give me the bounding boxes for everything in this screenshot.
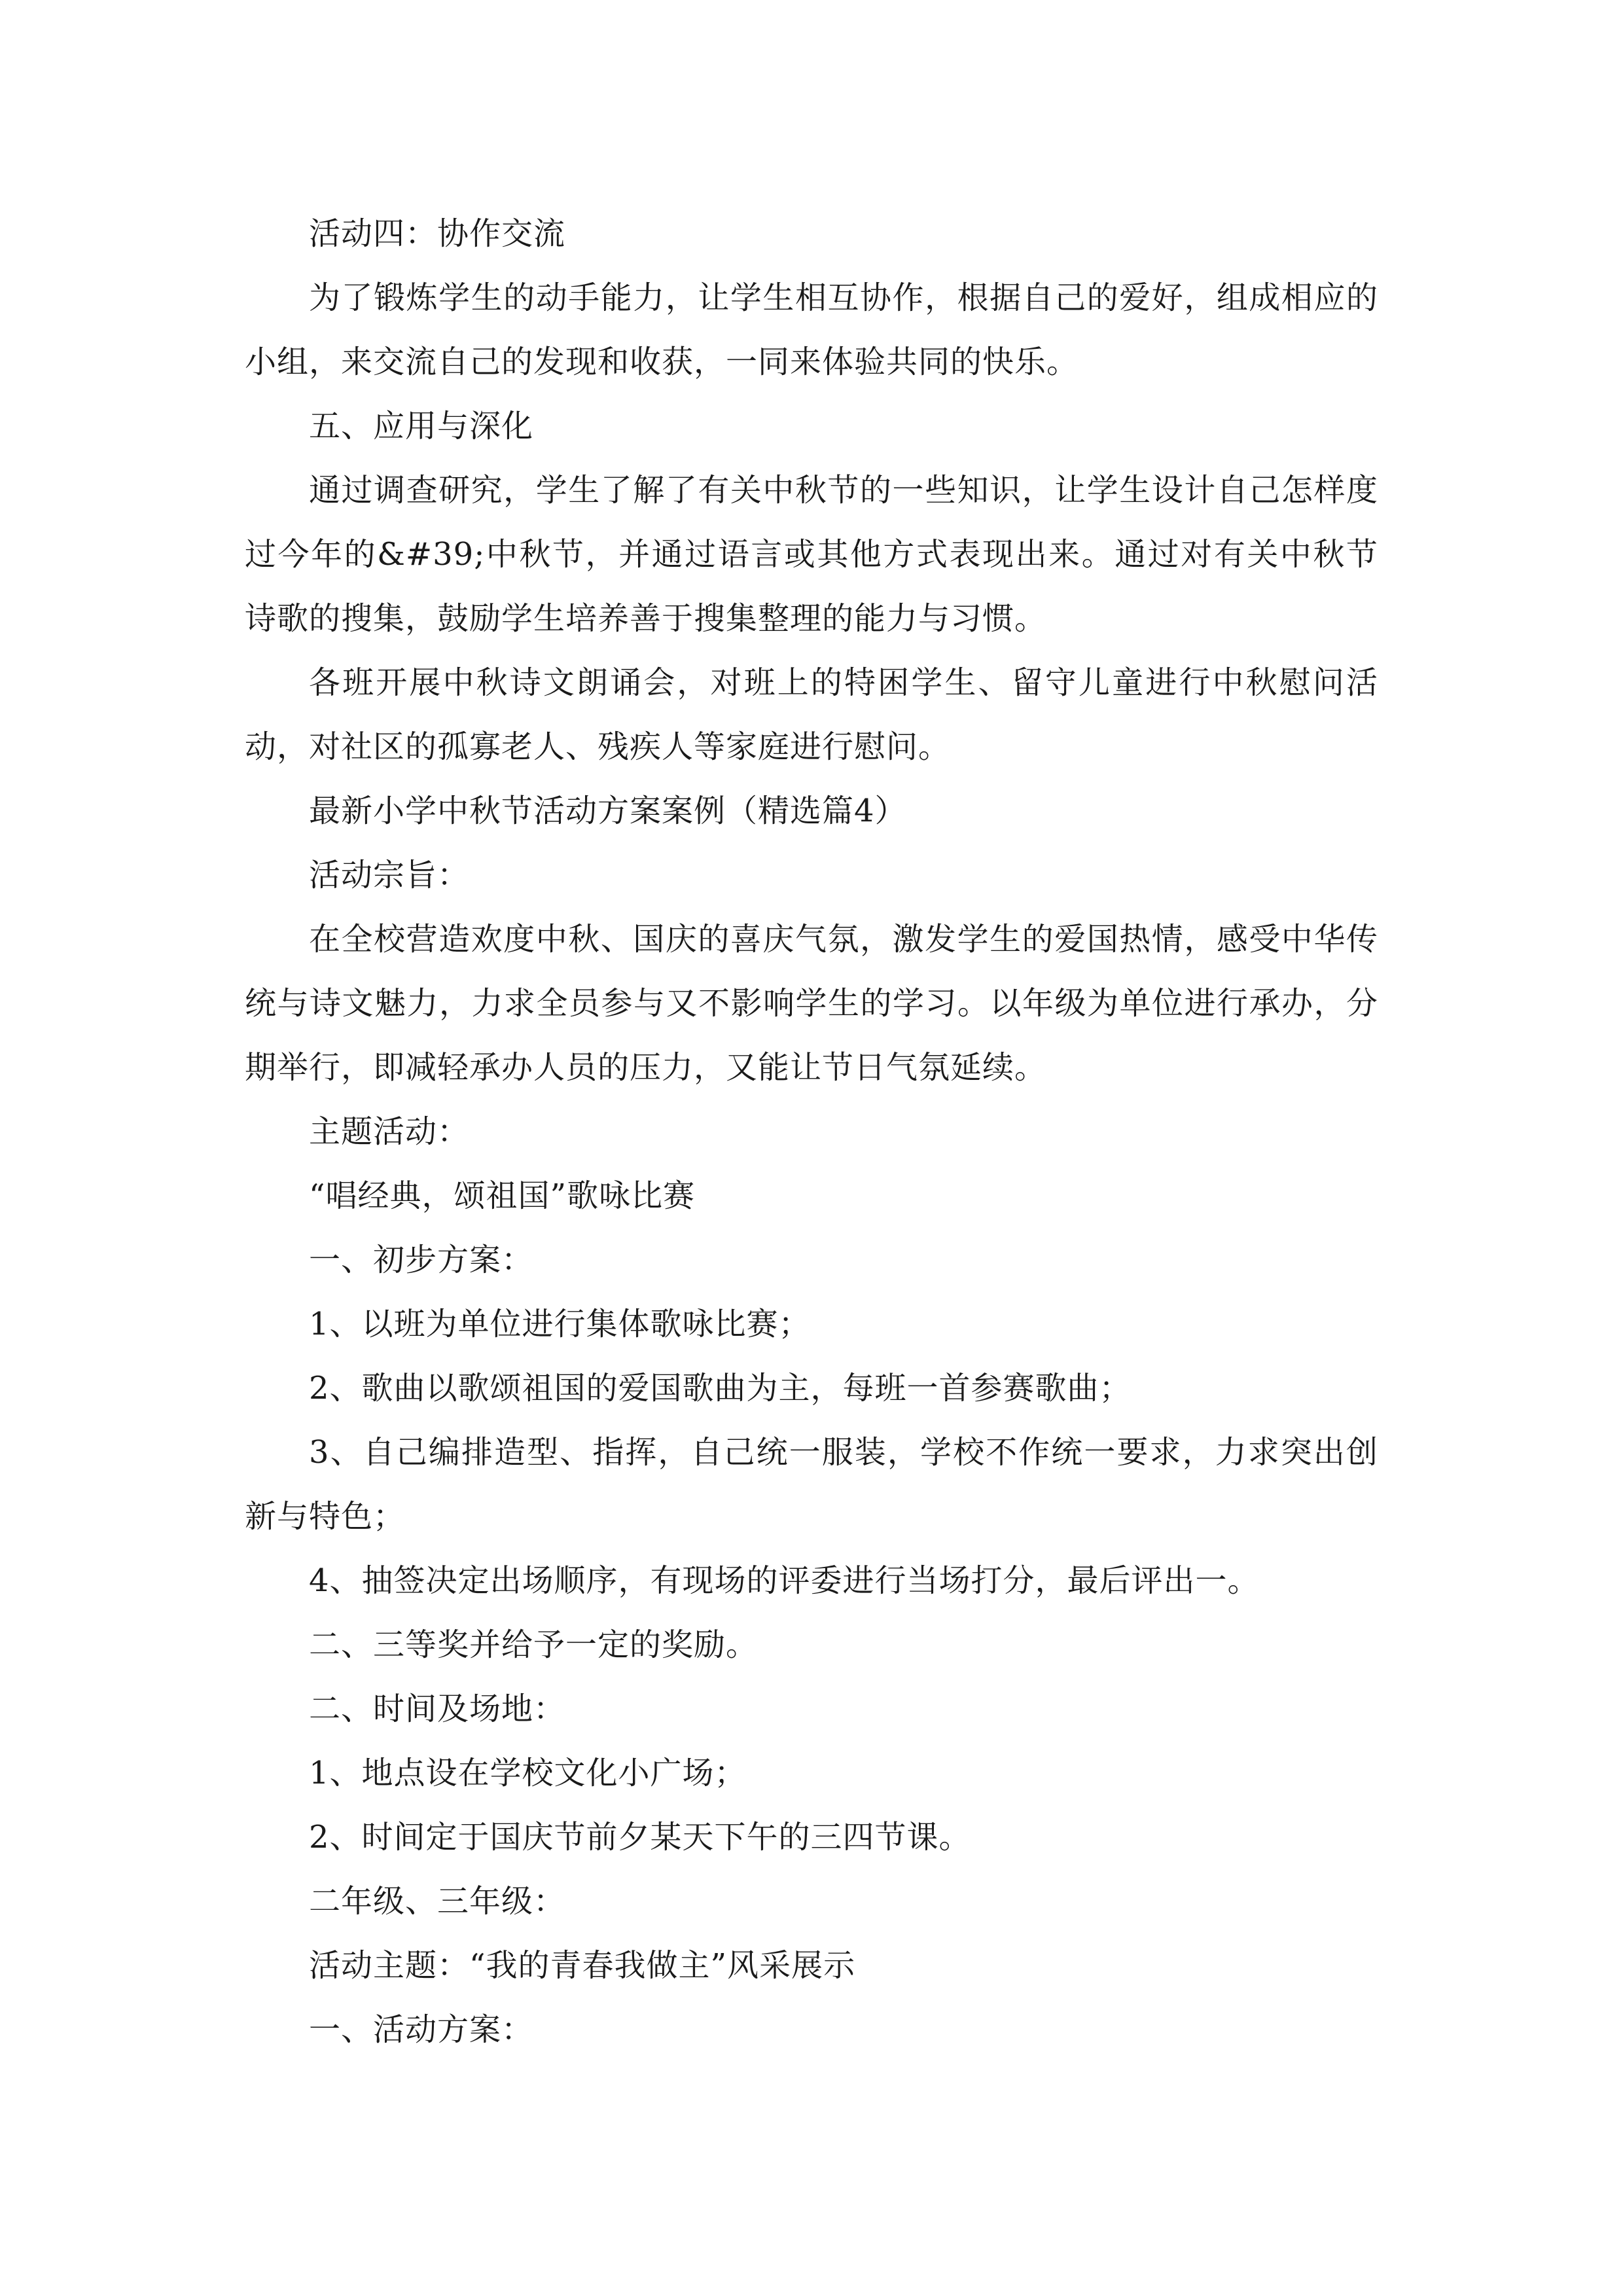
paragraph-section-five-heading: 五、应用与深化 <box>309 408 534 444</box>
paragraph-time-item: 2、时间定于国庆节前夕某天下午的三四节课。 <box>309 1819 971 1856</box>
paragraph-purpose-heading: 活动宗旨： <box>309 857 470 893</box>
paragraph-contest-title: “唱经典，颂祖国”歌咏比赛 <box>309 1177 696 1214</box>
paragraph-venue-item: 1、地点设在学校文化小广场； <box>309 1755 747 1791</box>
paragraph-time-venue-heading: 二、时间及场地： <box>309 1691 566 1727</box>
paragraph-article-title: 最新小学中秋节活动方案案例（精选篇4） <box>309 793 907 829</box>
paragraph-activity-plan-heading: 一、活动方案： <box>309 2011 534 2048</box>
paragraph-plan-heading: 一、初步方案： <box>309 1242 534 1278</box>
paragraph-class-activities: 各班开展中秋诗文朗诵会，对班上的特困学生、留守儿童进行中秋慰问活动，对社区的孤寡老人、残疾人等家庭进行慰问。 <box>245 664 1378 765</box>
paragraph-plan-item-2: 2、歌曲以歌颂祖国的爱国歌曲为主，每班一首参赛歌曲； <box>309 1370 1132 1407</box>
paragraph-awards: 二、三等奖并给予一定的奖励。 <box>309 1626 758 1663</box>
paragraph-activity-four-heading: 活动四：协作交流 <box>309 215 566 252</box>
paragraph-theme-heading: 主题活动： <box>309 1113 470 1150</box>
paragraph-purpose-text: 在全校营造欢度中秋、国庆的喜庆气氛，激发学生的爱国热情，感受中华传统与诗文魅力，力求全员参与又不影响学生的学习。以年级为单位进行承办，分期举行，即减轻承办人员的压力，又能让节日气氛延续。 <box>245 921 1378 1086</box>
paragraph-activity-theme: 活动主题：“我的青春我做主”风采展示 <box>309 1947 856 1984</box>
paragraph-plan-item-4: 4、抽签决定出场顺序，有现场的评委进行当场打分，最后评出一。 <box>309 1562 1260 1599</box>
paragraph-plan-item-1: 1、以班为单位进行集体歌咏比赛； <box>309 1306 811 1342</box>
paragraph-activity-four-text: 为了锻炼学生的动手能力，让学生相互协作，根据自己的爱好，组成相应的小组，来交流自己的发现和收获，一同来体验共同的快乐。 <box>245 279 1378 380</box>
paragraph-section-five-text: 通过调查研究，学生了解了有关中秋节的一些知识，让学生设计自己怎样度过今年的&#39;中秋节，并通过语言或其他方式表现出来。通过对有关中秋节诗歌的搜集，鼓励学生培养善于搜集整理的能力与习惯。 <box>245 472 1378 637</box>
document-body <box>245 202 1378 2062</box>
paragraph-plan-item-3: 3、自己编排造型、指挥，自己统一服装，学校不作统一要求，力求突出创新与特色； <box>245 1434 1378 1535</box>
paragraph-grades-heading: 二年级、三年级： <box>309 1883 566 1920</box>
